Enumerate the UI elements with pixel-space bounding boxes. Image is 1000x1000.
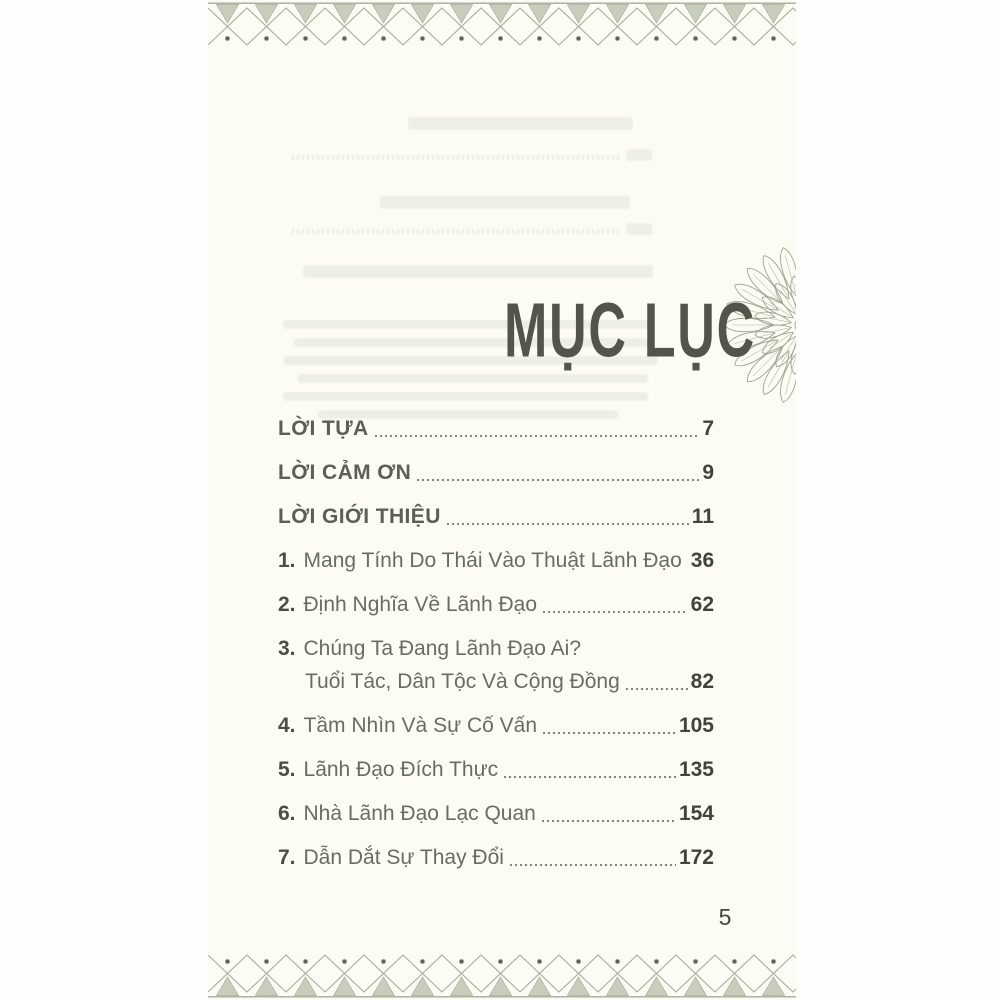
dot-leader [504,776,676,778]
bleedthrough-line [408,117,633,130]
chapter-title: Chúng Ta Đang Lãnh Đạo Ai? [303,637,582,660]
toc-entry-chapter [278,549,714,573]
chapter-number: 4. [278,714,296,737]
chapter-number: 3. [278,637,296,660]
book-page [208,0,796,1000]
chapter-number: 6. [278,802,296,825]
toc-page-number: 36 [690,549,715,572]
dot-leader [543,732,676,734]
toc-page-number: 9 [702,461,714,484]
dot-leader [417,479,699,481]
toc-page-number: 82 [690,670,714,693]
chapter-subtitle: Tuổi Tác, Dân Tộc Và Cộng Đồng [305,670,620,693]
toc-page-number: 62 [690,593,714,616]
toc-page-number: 135 [678,758,714,781]
page-title-wrap [480,286,756,375]
toc-label: LỜI GIỚI THIỆU [278,505,441,528]
chapter-number: 2. [278,593,296,616]
toc-entry-chapter [278,846,714,870]
page-number: 5 [718,904,732,930]
bleedthrough-line [303,265,653,278]
dot-leader [375,435,700,437]
decorative-border-top [208,2,796,48]
dot-leader [543,611,688,613]
toc-entry-chapter [278,802,714,826]
chapter-title-line2 [278,670,714,694]
dot-leader [510,864,676,866]
table-of-contents [278,417,714,890]
chapter-number: 1. [278,549,296,572]
toc-entry-front-matter [278,417,714,441]
decorative-border-bottom [208,952,796,998]
bleedthrough-line [380,196,630,209]
chapter-number: 7. [278,846,296,869]
toc-label: LỜI CẢM ƠN [278,461,412,484]
toc-entry-front-matter [278,505,714,529]
dot-leader [542,820,676,822]
toc-page-number: 7 [702,417,714,440]
chapter-title: Định Nghĩa Về Lãnh Đạo [303,593,538,616]
dot-leader [447,523,689,525]
chapter-title: Nhà Lãnh Đạo Lạc Quan [303,802,536,825]
chapter-title: Lãnh Đạo Đích Thực [303,758,499,781]
chapter-title-line1 [278,637,714,661]
chapter-title: Tầm Nhìn Và Sự Cố Vấn [303,714,538,737]
toc-entry-chapter [278,637,714,694]
chapter-title: Mang Tính Do Thái Vào Thuật Lãnh Đạo [303,549,682,572]
dot-leader [626,688,688,690]
toc-page-number: 11 [691,505,714,528]
bleedthrough-line [292,155,622,160]
page-title: MỤC LỤC [503,288,756,375]
bleedthrough-line [292,229,622,234]
toc-entry-chapter [278,714,714,738]
toc-entry-chapter [278,758,714,782]
chapter-number: 5. [278,758,296,781]
toc-page-number: 172 [678,846,714,869]
toc-entry-chapter [278,593,714,617]
bleedthrough-line [626,149,652,161]
bleedthrough-line [283,392,648,401]
bleedthrough-line [626,223,652,235]
chapter-title: Dẫn Dắt Sự Thay Đổi [303,846,504,869]
toc-page-number: 105 [678,714,714,737]
toc-page-number: 154 [678,802,714,825]
toc-label: LỜI TỰA [278,417,369,440]
toc-entry-front-matter [278,461,714,485]
